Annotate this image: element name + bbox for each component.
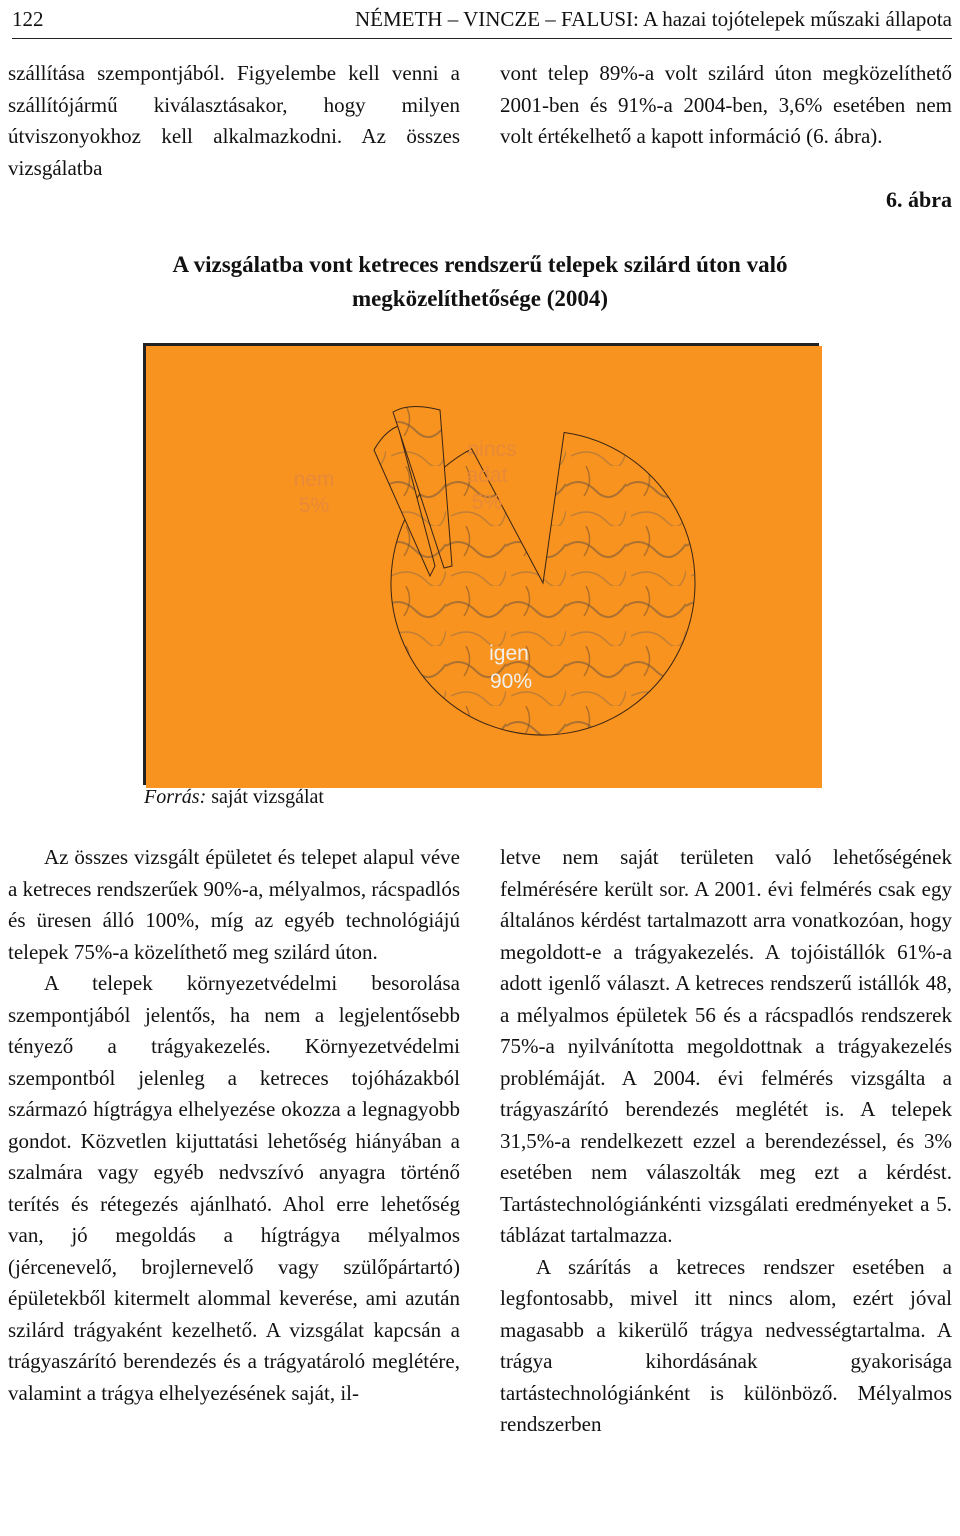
body-right-paragraph-2: A szárítás a ketreces rendszer esetében a legfontosabb, mivel itt nincs alom, ezért jóval magasabb a kikerülő trágya nedvességtartalma. A trágya kihordásának gyakorisága tartástechnológiánként is különböző. Mélyalmos rendszerben [500,1254,952,1436]
body-right-paragraph-1: letve nem saját területen való lehetőségének felmérésére került sor. A 2001. évi felmérés csak egy általános kérdést tartalmazott arra vonatkozóan, hogy megoldott-e a trágyakezelés. A tojóistállók 61%-a adott igenlő választ. A ketreces rendszerű istállók 48, a mélyalmos épületek 56 és a rácspadlós rendszerek 75%-a nyilvánította megoldottnak a trágyakezelés problémáját. A 2004. évi felmérés vizsgálta a trágyaszárító berendezés meglétét is. A telepek 31,5%-a rendelkezett ezzel a berendezéssel, és 3% esetében nem válaszolták meg ezt a kérdést. Tartástechnológiánkénti vizsgálati eredményeket a 5. táblázat tartalmazza. [500,845,952,1247]
label-nincs-adat-value: 5% [471,491,503,514]
pie-chart [146,346,822,788]
label-nincs-adat-name-2: adat [466,464,508,487]
figure-label: 6. ábra [886,187,952,212]
page-number: 122 [12,7,44,31]
label-igen-name: igen [489,642,529,665]
body-right-column [500,842,952,1441]
label-nincs-adat-name-1: nincs [467,438,517,461]
running-title: NÉMETH – VINCZE – FALUSI: A hazai tojótelepek műszaki állapota [354,7,952,31]
top-right-paragraph: vont telep 89%-a volt szilárd úton megközelíthető 2001-ben és 91%-a 2004-ben, 3,6% esetében nem volt értékelhető a kapott információ (6. ábra). [500,61,952,148]
figure-title [0,248,960,316]
source-text: saját vizsgálat [206,786,324,808]
label-nem-value: 5% [298,494,330,517]
pie-chart-figure [143,343,819,785]
label-igen-value: 90% [489,670,533,693]
figure-title-line-1: A vizsgálatba vont ketreces rendszerű telepek szilárd úton való [172,252,788,277]
figure-title-line-2: megközelíthetősége (2004) [351,286,609,311]
top-left-column [8,58,460,184]
body-left-column [8,842,460,1409]
body-left-paragraph-1: Az összes vizsgált épületet és telepet alapul véve a ketreces rendszerűek 90%-a, mélyalmos, rácspadlós és üresen álló 100%, míg az egyéb technológiájú telepek 75%-a közelíthető meg szilárd úton. [8,845,460,964]
running-header [12,2,952,39]
figure-source [144,786,324,809]
top-right-column [500,58,952,153]
body-left-paragraph-2: A telepek környezetvédelmi besorolása szempontjából jelentős, ha nem a legjelentősebb tényező a trágyakezelés. Környezetvédelmi szempontból jelenleg a ketreces tojóházakból származó hígtrágya elhelyezése okozza a legnagyobb gondot. Közvetlen kijuttatási lehetőség hiányában a szalmára vagy egyéb nedvszívó anyagra történő terítés és rétegezés ajánlható. Ahol erre lehetőség van, jó megoldás a hígtrágya mélyalmos (jércenevelő, brojlernevelő vagy szülőpártartó) épületekből kitermelt alommal keverése, ami azután szilárd trágyaként kezelhető. A vizsgálat kapcsán a trágyaszárító berendezés és a trágyatároló meglétére, valamint a trágya elhelyezésének saját, il- [8,971,460,1405]
top-left-paragraph: szállítása szempontjából. Figyelembe kell venni a szállítójármű kiválasztásakor, hogy milyen útviszonyokhoz kell alkalmazkodni. Az összes vizsgálatba [8,61,460,180]
label-nem-name: nem [293,468,335,491]
source-prefix: Forrás: [144,786,207,808]
